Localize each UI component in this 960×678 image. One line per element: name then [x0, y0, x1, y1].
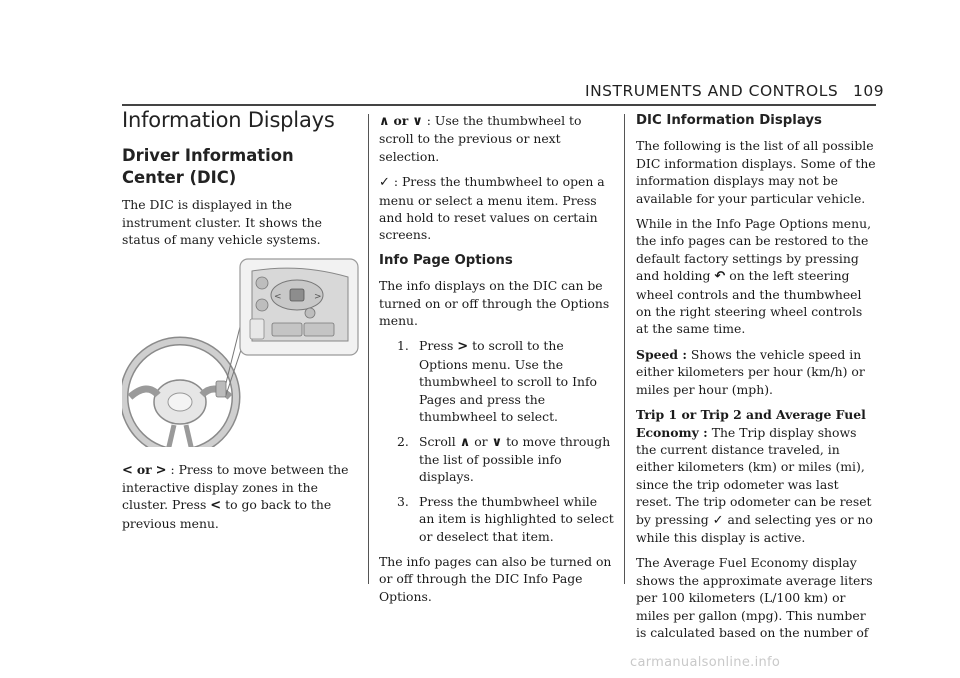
trip-description: Trip 1 or Trip 2 and Average Fuel Economy : The Trip display shows the current distance traveled, in either kilometers (km) or miles (mi), since the trip odometer was last reset. The trip odometer can be reset by pressing ✓ and selecting yes or no while this display is active.	[636, 407, 873, 545]
list-item: 3. Press the thumbwheel while an item is highlighted to select or deselect that item.	[397, 493, 614, 544]
left-right-arrows-description: < or > : Press to move between the interactive display zones in the cluster. Press < to go back to the previous menu.	[122, 461, 349, 531]
info-page-intro: The info displays on the DIC can be turned on or off through the Options menu.	[379, 278, 610, 329]
restore-defaults-text: While in the Info Page Options menu, the info pages can be restored to the default factory settings by pressing and holding ↶ on the left steering wheel controls and the thumbwheel on the right steering wheel controls at the same time.	[636, 216, 872, 337]
column-1	[122, 108, 358, 540]
dic-intro: The DIC is displayed in the instrument cluster. It shows the status of many vehicle systems.	[122, 197, 322, 248]
column-3	[636, 112, 876, 649]
list-item: 2. Scroll ∧ or ∨ to move through the list of possible info displays.	[397, 433, 611, 485]
average-fuel-economy-text: The Average Fuel Economy display shows the approximate average liters per 100 kilometers (L/100 km) or miles per gallon (mpg). This number is calculated based on the number of	[636, 555, 873, 640]
dic-list-intro: The following is the list of all possible DIC information displays. Some of the information displays may not be available for your particular vehicle.	[636, 138, 876, 206]
subsection-title: Driver Information Center (DIC)	[122, 146, 294, 188]
steps-list	[379, 337, 614, 544]
left-arrow-icon: <	[210, 498, 222, 514]
back-arrow-icon: ↶	[714, 269, 726, 285]
steering-wheel-figure	[122, 257, 362, 447]
watermark: carmanualsonline.info	[630, 655, 781, 670]
down-chevron-icon: ∨	[412, 114, 423, 129]
section-title: Information Displays	[122, 108, 335, 132]
right-arrow-icon: >	[457, 339, 469, 355]
down-chevron-icon: ∨	[491, 434, 503, 450]
dic-information-displays-heading: DIC Information Displays	[636, 113, 822, 128]
info-page-outro: The info pages can also be turned on or off through the DIC Info Page Options.	[379, 553, 612, 604]
column-2	[379, 112, 614, 613]
svg-text:<: <	[274, 291, 282, 302]
list-item: 1. Press > to scroll to the Options menu. Use the thumbwheel to scroll to Info Pages and press the thumbwheel to select.	[397, 338, 597, 425]
page-header	[585, 82, 885, 100]
header-title: INSTRUMENTS AND CONTROLS	[585, 82, 839, 100]
column-divider-2	[624, 114, 625, 584]
column-divider-1	[368, 114, 369, 584]
left-arrow-icon: <	[122, 462, 133, 478]
speed-description: Speed : Shows the vehicle speed in either kilometers per hour (km/h) or miles per hour (mph).	[636, 346, 865, 397]
up-chevron-icon: ∧	[379, 114, 390, 129]
right-arrow-icon: >	[155, 462, 167, 478]
svg-text:>: >	[314, 291, 322, 302]
checkmark-icon: ✓	[712, 512, 724, 528]
page-number: 109	[853, 82, 885, 100]
checkmark-icon: ✓	[379, 175, 390, 191]
steering-wheel-illustration	[122, 257, 362, 447]
info-page-options-heading: Info Page Options	[379, 252, 513, 268]
up-down-description: ∧ or ∨ : Use the thumbwheel to scroll to the previous or next selection.	[379, 113, 582, 164]
select-description: ✓ : Press the thumbwheel to open a menu or select a menu item. Press and hold to reset values on certain screens.	[379, 174, 605, 243]
header-rule	[122, 104, 876, 106]
up-chevron-icon: ∧	[459, 434, 471, 450]
